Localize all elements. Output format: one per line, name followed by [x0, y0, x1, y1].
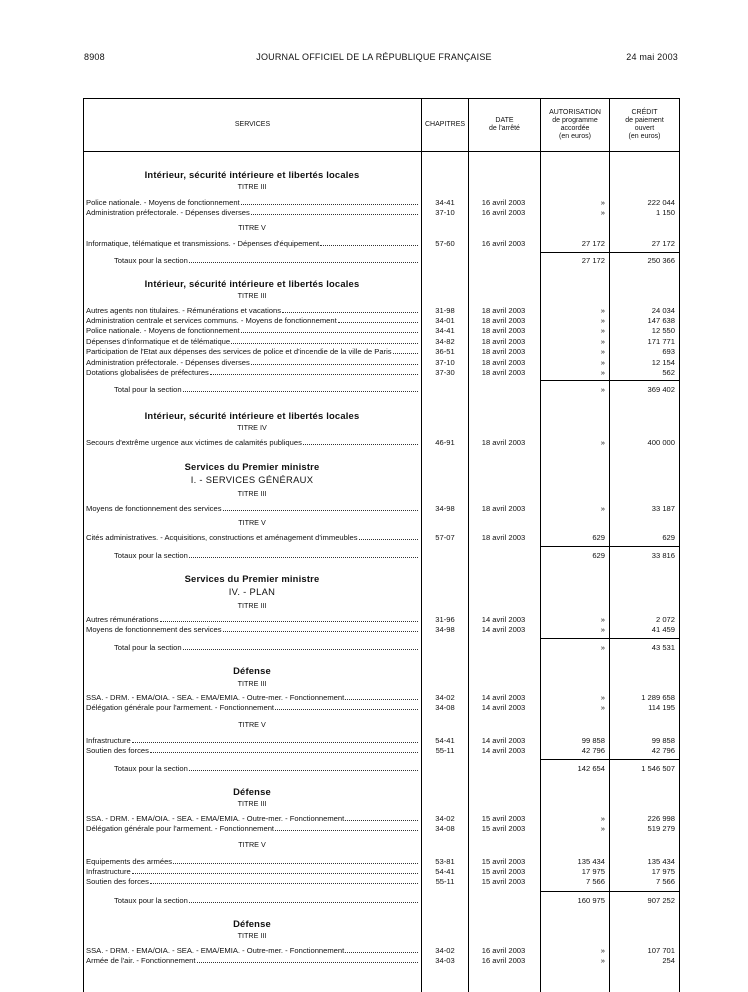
chapitre-cell: 34-41: [435, 198, 455, 207]
total-autorisation: »: [600, 385, 605, 394]
table-row: [84, 437, 679, 448]
credit-cell: 2 072: [655, 615, 675, 624]
autorisation-cell: »: [600, 208, 605, 217]
total-row: [84, 763, 679, 774]
service-label: Dépenses d'informatique et de télématique: [86, 337, 231, 346]
date-cell: 16 avril 2003: [481, 946, 526, 955]
total-label-cell: [114, 550, 420, 561]
chapitre-cell: 34-02: [435, 946, 455, 955]
service-label: Administration préfectorale. - Dépenses diverses: [86, 208, 250, 217]
table-row: [84, 745, 679, 756]
service-cell: [86, 367, 420, 378]
total-label-cell: [114, 255, 420, 266]
chapitre-cell: 54-41: [435, 736, 455, 745]
dot-leader: [345, 813, 418, 821]
dot-leader: [197, 955, 418, 963]
chapitre-cell: 34-98: [435, 504, 455, 513]
credit-cell: 114 195: [648, 703, 675, 712]
autorisation-cell: »: [600, 337, 605, 346]
date-cell: 18 avril 2003: [481, 533, 526, 542]
service-cell: [86, 876, 420, 887]
dot-leader: [210, 367, 418, 375]
total-row: [84, 895, 679, 906]
total-row: [84, 550, 679, 561]
dot-leader: [303, 437, 418, 445]
total-autorisation: 27 172: [581, 256, 605, 265]
date-cell: 14 avril 2003: [481, 736, 526, 745]
total-credit: 43 531: [651, 643, 675, 652]
date-cell: 14 avril 2003: [481, 625, 526, 634]
table-row: [84, 503, 679, 514]
chapitre-cell: 55-11: [435, 746, 455, 755]
service-label: Moyens de fonctionnement des services: [86, 504, 222, 513]
autorisation-cell: »: [600, 615, 605, 624]
dot-leader: [241, 325, 418, 333]
date-cell: 18 avril 2003: [481, 504, 526, 513]
titre-heading: TITRE III: [237, 601, 267, 610]
date-cell: 14 avril 2003: [481, 693, 526, 702]
service-label: Soutien des forces: [86, 746, 149, 755]
date-cell: 15 avril 2003: [481, 824, 526, 833]
service-label: SSA. - DRM. - EMA/OIA. - SEA. - EMA/EMIA. - Outre-mer. - Fonctionnement: [86, 814, 345, 823]
titre-heading: TITRE IV: [237, 423, 267, 432]
titre-heading: TITRE V: [238, 518, 266, 527]
chapitre-cell: 46-91: [435, 438, 455, 447]
header-date: DATE de l'arrêté: [489, 117, 520, 132]
date-cell: 14 avril 2003: [481, 703, 526, 712]
service-cell: [86, 745, 420, 756]
service-label: Participation de l'Etat aux dépenses des services de police et d'incendie de la ville de Paris: [86, 347, 392, 356]
credit-cell: 519 279: [647, 824, 675, 833]
autorisation-cell: 7 566: [585, 877, 605, 886]
date-cell: 16 avril 2003: [481, 208, 526, 217]
dot-leader: [282, 305, 418, 313]
titre-heading: TITRE V: [238, 720, 266, 729]
section-title: Défense: [233, 665, 271, 676]
service-label: Autres rémunérations: [86, 615, 159, 624]
titre-heading: TITRE III: [237, 182, 267, 191]
header-autorisation: AUTORISATION de programme accordée (en euros): [549, 109, 601, 140]
date-cell: 16 avril 2003: [481, 239, 526, 248]
journal-title: JOURNAL OFFICIEL DE LA RÉPUBLIQUE FRANÇAISE: [256, 52, 492, 62]
titre-heading: TITRE III: [237, 799, 267, 808]
autorisation-cell: »: [600, 814, 605, 823]
dot-leader: [150, 745, 418, 753]
dot-leader: [160, 614, 418, 622]
credit-cell: 41 459: [651, 625, 675, 634]
date-cell: 15 avril 2003: [481, 857, 526, 866]
total-row: [84, 642, 679, 653]
service-label: SSA. - DRM. - EMA/OIA. - SEA. - EMA/EMIA. - Outre-mer. - Fonctionnement: [86, 693, 345, 702]
date-cell: 18 avril 2003: [481, 316, 526, 325]
autorisation-cell: 17 975: [581, 867, 605, 876]
table-row: [84, 532, 679, 543]
service-cell: [86, 532, 420, 543]
total-label-cell: [114, 763, 420, 774]
credit-cell: 33 187: [651, 504, 675, 513]
table-row: [84, 367, 679, 378]
service-label: Administration préfectorale. - Dépenses diverses: [86, 358, 250, 367]
total-label: Total pour la section: [114, 643, 182, 652]
service-cell: [86, 503, 420, 514]
credit-cell: 254: [662, 956, 675, 965]
section-title: Défense: [233, 786, 271, 797]
autorisation-cell: »: [600, 504, 605, 513]
service-label: Armée de l'air. - Fonctionnement: [86, 956, 196, 965]
credit-cell: 27 172: [651, 239, 675, 248]
section-subtitle: I. - SERVICES GÉNÉRAUX: [190, 474, 314, 485]
autorisation-cell: 42 796: [581, 746, 605, 755]
service-cell: [86, 238, 420, 249]
dot-leader: [393, 346, 418, 354]
autorisation-cell: »: [600, 693, 605, 702]
total-separator: [541, 252, 679, 253]
service-label: Moyens de fonctionnement des services: [86, 625, 222, 634]
total-separator: [541, 891, 679, 892]
section-title: Intérieur, sécurité intérieure et libertés locales: [144, 169, 360, 180]
autorisation-cell: »: [600, 198, 605, 207]
service-label: Autres agents non titulaires. - Rémunérations et vacations: [86, 306, 282, 315]
service-label: Equipements des armées: [86, 857, 173, 866]
credit-cell: 562: [662, 368, 675, 377]
dot-leader: [183, 384, 418, 392]
credit-cell: 17 975: [651, 867, 675, 876]
dot-leader: [173, 856, 418, 864]
dot-leader: [183, 642, 418, 650]
autorisation-cell: 629: [592, 533, 605, 542]
autorisation-cell: »: [600, 316, 605, 325]
chapitre-cell: 34-82: [435, 337, 455, 346]
chapitre-cell: 34-41: [435, 326, 455, 335]
autorisation-cell: »: [600, 438, 605, 447]
autorisation-cell: 99 858: [581, 736, 605, 745]
total-autorisation: 160 975: [577, 896, 605, 905]
date-cell: 16 avril 2003: [481, 956, 526, 965]
total-row: [84, 384, 679, 395]
chapitre-cell: 37-10: [435, 358, 455, 367]
service-label: Administration centrale et services communs. - Moyens de fonctionnement: [86, 316, 337, 325]
service-label: Police nationale. - Moyens de fonctionnement: [86, 326, 240, 335]
date-cell: 16 avril 2003: [481, 198, 526, 207]
total-separator: [541, 759, 679, 760]
titre-heading: TITRE III: [237, 489, 267, 498]
date-cell: 18 avril 2003: [481, 306, 526, 315]
dot-leader: [150, 876, 418, 884]
table-row: [84, 346, 679, 357]
autorisation-cell: »: [600, 368, 605, 377]
total-label: Totaux pour la section: [114, 896, 188, 905]
chapitre-cell: 37-10: [435, 208, 455, 217]
autorisation-cell: »: [600, 347, 605, 356]
autorisation-cell: 135 434: [577, 857, 605, 866]
dot-leader: [251, 207, 418, 215]
dot-leader: [223, 624, 419, 632]
date-cell: 18 avril 2003: [481, 347, 526, 356]
dot-leader: [338, 315, 418, 323]
section-title: Services du Premier ministre: [184, 573, 320, 584]
table-row: [84, 823, 679, 834]
total-row: [84, 255, 679, 266]
dot-leader: [189, 763, 418, 771]
total-label-cell: [114, 895, 420, 906]
dot-leader: [132, 866, 418, 874]
service-cell: [86, 702, 420, 713]
service-cell: [86, 325, 420, 336]
dot-leader: [189, 895, 418, 903]
chapitre-cell: 57-07: [435, 533, 455, 542]
total-credit: 369 402: [647, 385, 675, 394]
page-number: 8908: [84, 52, 105, 62]
chapitre-cell: 34-03: [435, 956, 455, 965]
service-label: Police nationale. - Moyens de fonctionnement: [86, 198, 240, 207]
service-label: Secours d'extrême urgence aux victimes de calamités publiques: [86, 438, 302, 447]
date-cell: 15 avril 2003: [481, 867, 526, 876]
service-label: Dotations globalisées de préfectures: [86, 368, 209, 377]
total-autorisation: 142 654: [577, 764, 605, 773]
credit-cell: 400 000: [647, 438, 675, 447]
autorisation-cell: »: [600, 824, 605, 833]
chapitre-cell: 54-41: [435, 867, 455, 876]
service-label: Délégation générale pour l'armement. - Fonctionnement: [86, 703, 275, 712]
total-label-cell: [114, 384, 420, 395]
publication-date: 24 mai 2003: [626, 52, 678, 62]
dot-leader: [320, 238, 418, 246]
service-cell: [86, 823, 420, 834]
total-separator: [541, 638, 679, 639]
service-label: Cités administratives. - Acquisitions, constructions et aménagement d'immeubles: [86, 533, 358, 542]
chapitre-cell: 31-98: [435, 306, 455, 315]
table-row: [84, 624, 679, 635]
credit-cell: 7 566: [655, 877, 675, 886]
service-label: SSA. - DRM. - EMA/OIA. - SEA. - EMA/EMIA. - Outre-mer. - Fonctionnement: [86, 946, 345, 955]
table-row: [84, 702, 679, 713]
section-title: Défense: [233, 918, 271, 929]
autorisation-cell: »: [600, 703, 605, 712]
chapitre-cell: 57-60: [435, 239, 455, 248]
date-cell: 18 avril 2003: [481, 358, 526, 367]
service-cell: [86, 207, 420, 218]
credits-table: [83, 98, 680, 992]
total-credit: 33 816: [651, 551, 675, 560]
service-label: Infrastructure: [86, 736, 131, 745]
dot-leader: [275, 823, 418, 831]
chapitre-cell: 34-02: [435, 693, 455, 702]
chapitre-cell: 34-08: [435, 824, 455, 833]
dot-leader: [231, 336, 418, 344]
credit-cell: 1 150: [655, 208, 675, 217]
dot-leader: [189, 255, 418, 263]
autorisation-cell: »: [600, 306, 605, 315]
table-row: [84, 876, 679, 887]
dot-leader: [359, 532, 418, 540]
autorisation-cell: »: [600, 326, 605, 335]
credit-cell: 42 796: [651, 746, 675, 755]
dot-leader: [345, 692, 418, 700]
date-cell: 14 avril 2003: [481, 615, 526, 624]
total-label: Totaux pour la section: [114, 256, 188, 265]
total-credit: 907 252: [647, 896, 675, 905]
service-cell: [86, 624, 420, 635]
date-cell: 18 avril 2003: [481, 326, 526, 335]
dot-leader: [251, 357, 418, 365]
credit-cell: 135 434: [647, 857, 675, 866]
credit-cell: 12 550: [651, 326, 675, 335]
total-separator: [541, 546, 679, 547]
dot-leader: [189, 550, 418, 558]
credit-cell: 226 998: [647, 814, 675, 823]
total-separator: [541, 380, 679, 381]
dot-leader: [345, 945, 418, 953]
chapitre-cell: 31-96: [435, 615, 455, 624]
chapitre-cell: 34-08: [435, 703, 455, 712]
date-cell: 18 avril 2003: [481, 368, 526, 377]
autorisation-cell: »: [600, 956, 605, 965]
credit-cell: 99 858: [651, 736, 675, 745]
service-label: Délégation générale pour l'armement. - Fonctionnement: [86, 824, 275, 833]
autorisation-cell: »: [600, 625, 605, 634]
credit-cell: 24 034: [651, 306, 675, 315]
chapitre-cell: 37-30: [435, 368, 455, 377]
titre-heading: TITRE III: [237, 931, 267, 940]
chapitre-cell: 34-02: [435, 814, 455, 823]
credit-cell: 222 044: [647, 198, 675, 207]
section-title: Services du Premier ministre: [184, 461, 320, 472]
titre-heading: TITRE V: [238, 840, 266, 849]
table-row: [84, 207, 679, 218]
dot-leader: [132, 735, 418, 743]
table-header: [84, 99, 679, 152]
credit-cell: 1 289 658: [641, 693, 675, 702]
service-cell: [86, 955, 420, 966]
dot-leader: [275, 702, 418, 710]
credit-cell: 629: [662, 533, 675, 542]
total-label-cell: [114, 642, 420, 653]
service-label: Informatique, télématique et transmissions. - Dépenses d'équipement: [86, 239, 320, 248]
date-cell: 14 avril 2003: [481, 746, 526, 755]
dot-leader: [241, 197, 418, 205]
autorisation-cell: 27 172: [581, 239, 605, 248]
total-credit: 250 366: [647, 256, 675, 265]
table-row: [84, 238, 679, 249]
total-autorisation: 629: [592, 551, 605, 560]
service-cell: [86, 346, 420, 357]
autorisation-cell: »: [600, 946, 605, 955]
section-title: Intérieur, sécurité intérieure et libertés locales: [144, 410, 360, 421]
credit-cell: 171 771: [647, 337, 675, 346]
credit-cell: 12 154: [651, 358, 675, 367]
chapitre-cell: 34-01: [435, 316, 455, 325]
header-chapitres: CHAPITRES: [424, 121, 466, 128]
date-cell: 18 avril 2003: [481, 438, 526, 447]
header-credit: CRÉDIT de paiement ouvert (en euros): [625, 109, 664, 140]
dot-leader: [223, 503, 419, 511]
titre-heading: TITRE III: [237, 679, 267, 688]
total-label: Totaux pour la section: [114, 764, 188, 773]
total-label: Totaux pour la section: [114, 551, 188, 560]
chapitre-cell: 36-51: [435, 347, 455, 356]
date-cell: 18 avril 2003: [481, 337, 526, 346]
total-label: Total pour la section: [114, 385, 182, 394]
chapitre-cell: 55-11: [435, 877, 455, 886]
autorisation-cell: »: [600, 358, 605, 367]
section-subtitle: IV. - PLAN: [228, 586, 276, 597]
section-title: Intérieur, sécurité intérieure et libertés locales: [144, 278, 360, 289]
table-row: [84, 955, 679, 966]
chapitre-cell: 53-81: [435, 857, 455, 866]
titre-heading: TITRE V: [238, 223, 266, 232]
total-credit: 1 546 507: [641, 764, 675, 773]
credit-cell: 107 701: [647, 946, 675, 955]
service-label: Infrastructure: [86, 867, 131, 876]
titre-heading: TITRE III: [237, 291, 267, 300]
total-autorisation: »: [600, 643, 605, 652]
header-services: SERVICES: [234, 121, 271, 128]
service-label: Soutien des forces: [86, 877, 149, 886]
service-cell: [86, 437, 420, 448]
chapitre-cell: 34-98: [435, 625, 455, 634]
credit-cell: 693: [662, 347, 675, 356]
date-cell: 15 avril 2003: [481, 814, 526, 823]
table-row: [84, 325, 679, 336]
credit-cell: 147 638: [647, 316, 675, 325]
date-cell: 15 avril 2003: [481, 877, 526, 886]
